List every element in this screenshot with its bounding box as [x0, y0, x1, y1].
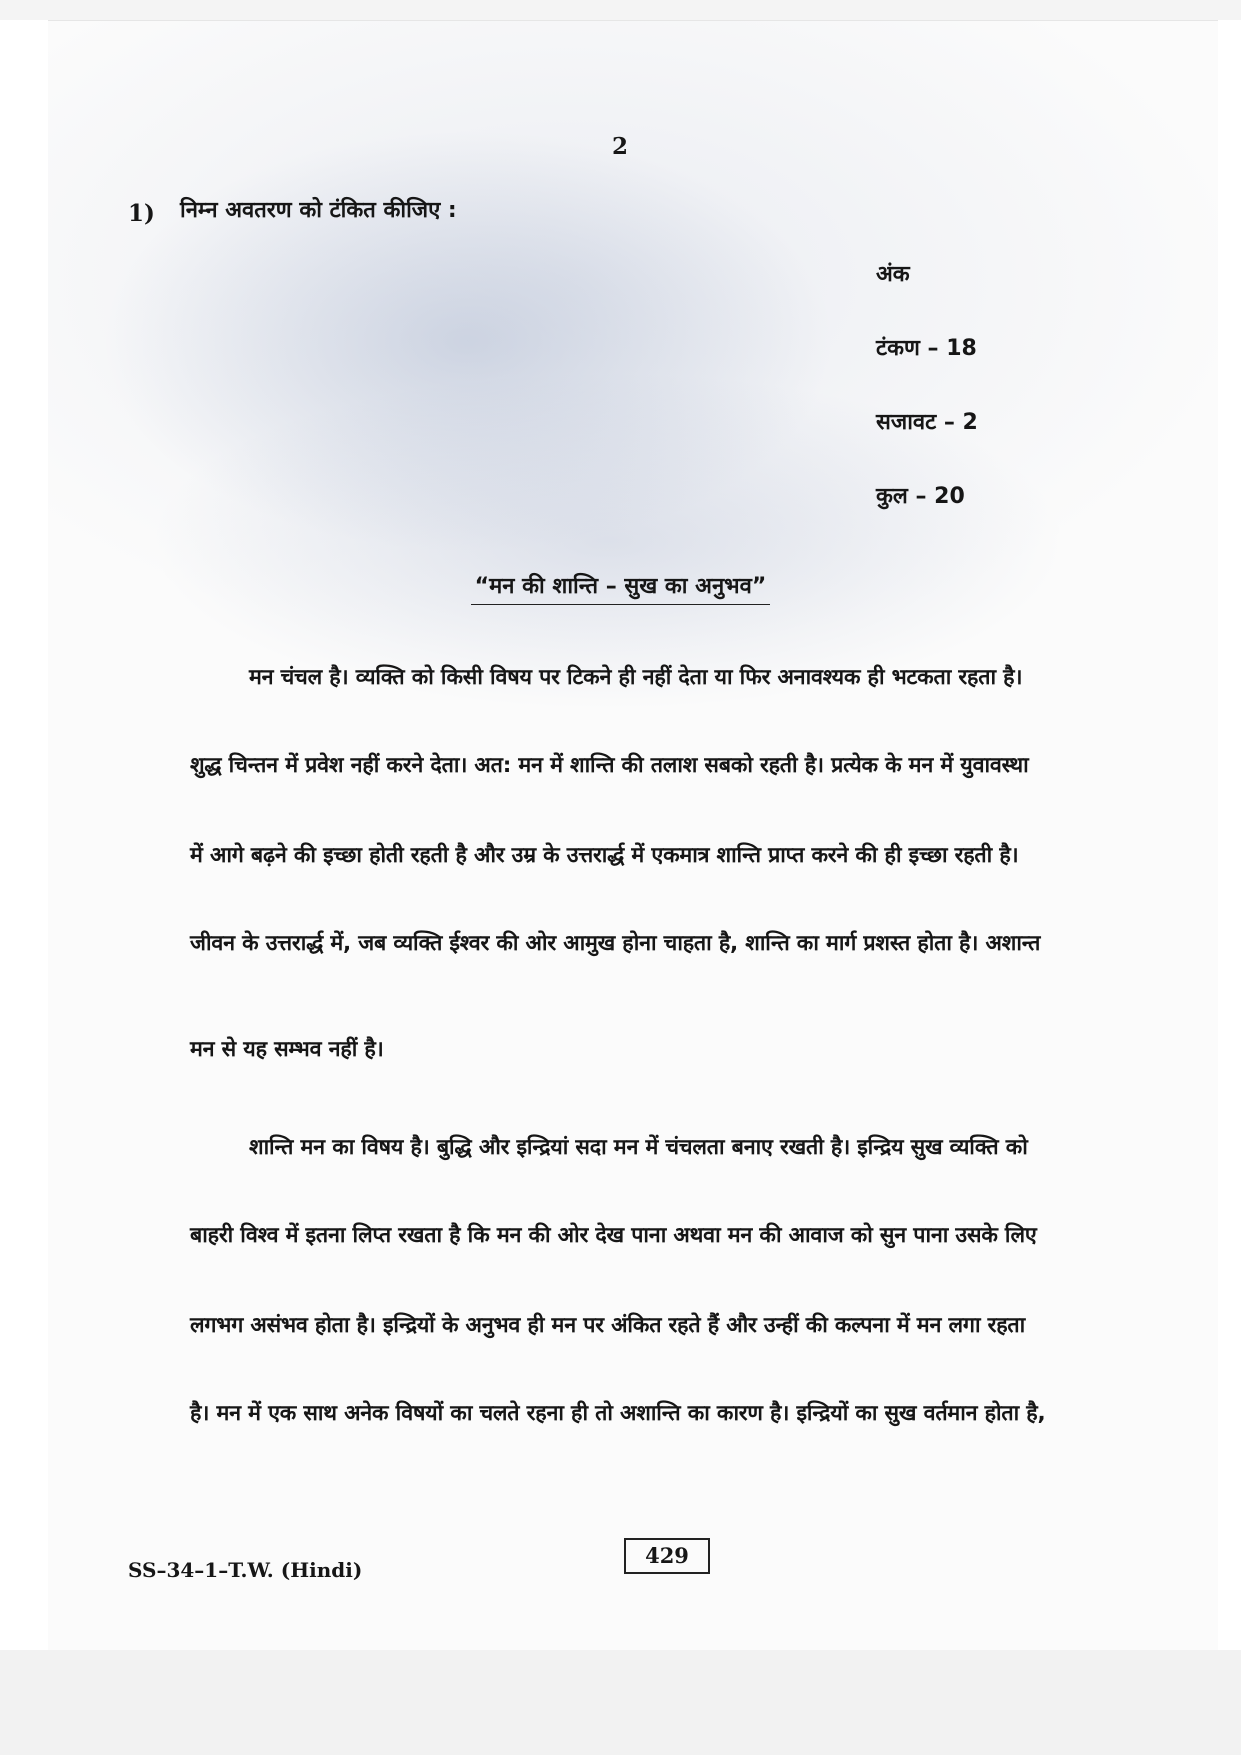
passage-line: लगभग असंभव होता है। इन्द्रियों के अनुभव ही मन पर अंकित रहते हैं और उन्हीं की कल्पना में मन लगा रहता	[190, 1313, 1026, 1338]
paper-code: SS–34–1–T.W. (Hindi)	[128, 1558, 363, 1582]
page-number: 2	[611, 133, 628, 160]
passage-line: शान्ति मन का विषय है। बुद्धि और इन्द्रियां सदा मन में चंचलता बनाए रखती है। इन्द्रिय सुख व्यक्ति को	[249, 1135, 1028, 1160]
passage-line: है। मन में एक साथ अनेक विषयों का चलते रहना ही तो अशान्ति का कारण है। इन्द्रियों का सुख वर्तमान होता है,	[190, 1401, 1046, 1426]
page-serial-box: 429	[624, 1538, 710, 1574]
marks-total: कुल – 20	[876, 484, 965, 509]
passage-line: मन चंचल है। व्यक्ति को किसी विषय पर टिकने ही नहीं देता या फिर अनावश्यक ही भटकता रहता है।	[249, 665, 1023, 690]
scan-top-margin	[0, 0, 1241, 20]
passage-line: मन से यह सम्भव नहीं है।	[190, 1037, 384, 1062]
marks-heading: अंक	[876, 262, 910, 287]
marks-typing: टंकण – 18	[876, 336, 977, 361]
question-instruction: निम्न अवतरण को टंकित कीजिए :	[180, 198, 457, 223]
passage-line: में आगे बढ़ने की इच्छा होती रहती है और उम्र के उत्तरार्द्ध में एकमात्र शान्ति प्राप्त करने की ही इच्छा रहती है।	[190, 843, 1019, 868]
passage-line: जीवन के उत्तरार्द्ध में, जब व्यक्ति ईश्वर की ओर आमुख होना चाहता है, शान्ति का मार्ग प्रशस्त होता है। अशान्त	[190, 931, 1041, 956]
passage-title-text: “मन की शान्ति – सुख का अनुभव”	[471, 570, 771, 605]
question-number: 1)	[128, 200, 155, 227]
passage-line: बाहरी विश्व में इतना लिप्त रखता है कि मन की ओर देख पाना अथवा मन की आवाज को सुन पाना उसके लिए	[190, 1223, 1037, 1248]
passage-title	[0, 570, 1241, 605]
marks-decoration: सजावट – 2	[876, 410, 978, 435]
marks-breakdown	[876, 258, 978, 554]
scan-bottom-margin	[0, 1650, 1241, 1755]
passage-line: शुद्ध चिन्तन में प्रवेश नहीं करने देता। अत: मन में शान्ति की तलाश सबको रहती है। प्रत्येक के मन में युवावस्था	[190, 753, 1029, 778]
